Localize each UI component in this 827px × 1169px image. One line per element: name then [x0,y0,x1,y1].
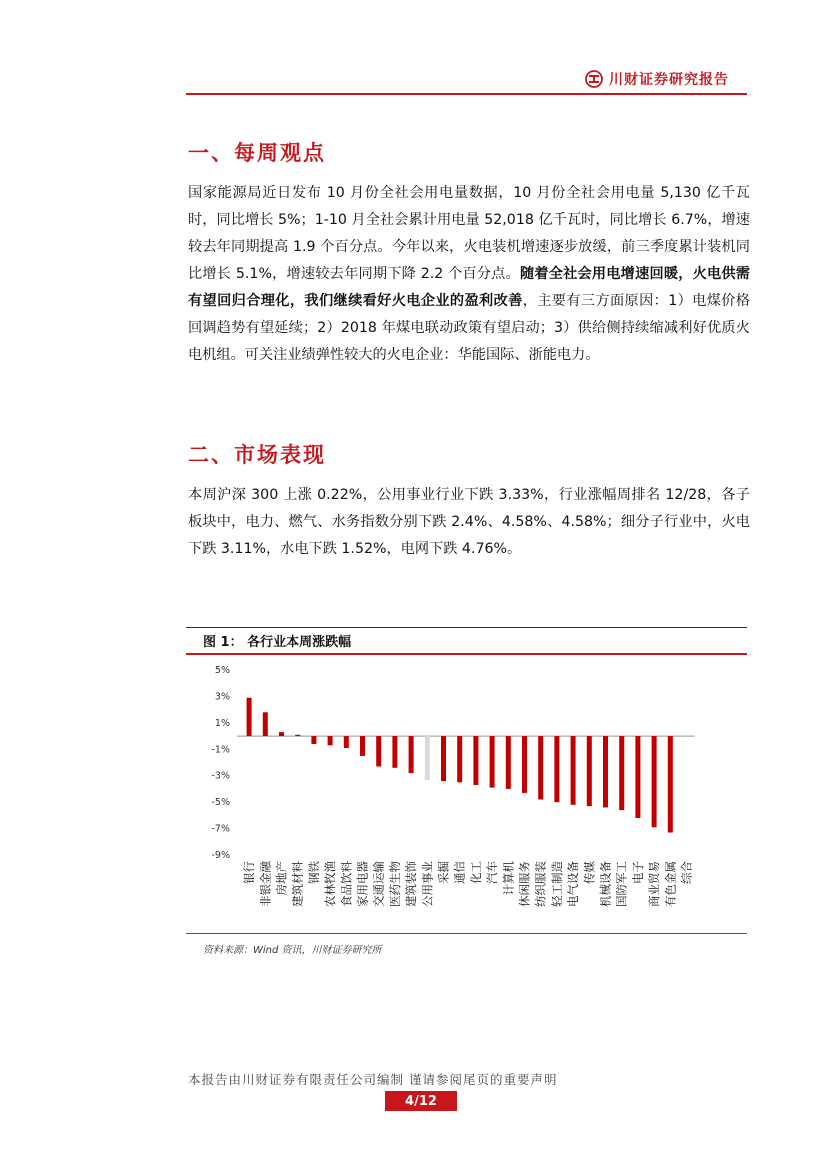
y-axis [212,665,231,861]
figure-top-rule [186,627,747,628]
category-label: 家用电器 [355,861,370,907]
y-tick-label: -1% [211,744,230,756]
bar-非银金融 [263,712,268,736]
bar-电子 [635,736,640,818]
bar-银行 [247,698,252,736]
category-label: 有色金属 [663,861,678,907]
category-label: 电子 [630,861,645,884]
bar-食品饮料 [344,736,349,748]
category-label: 交通运输 [371,861,386,907]
header-divider [186,93,747,95]
figure-title: 图 1： 各行业本周涨跌幅 [203,635,352,650]
bars-group [247,698,673,833]
category-label: 农林牧渔 [323,861,338,907]
y-tick-label: 5% [214,665,230,676]
category-label: 非银金融 [258,861,273,907]
category-labels [242,861,693,907]
bar-化工 [473,736,478,785]
paragraph-text: 国家能源局近日发布 10 月份全社会用电量数据，10 月份全社会用电量 5,130 亿千瓦时，同比增长 5%；1-10 月全社会累计用电量 52,018 亿千瓦时，同比增长 6.7%，增速较去年同期提高 1.9 个百分点。今年以来，火电装机增速逐步放缓，前三季度累计装机同比增长 5.1%，增速较去年同期下降 2.2 个百分点。 [188,185,750,282]
brand-logo-icon [585,70,603,88]
category-label: 汽车 [485,861,500,884]
category-label: 综合 [679,861,694,884]
footer-disclaimer: 本报告由川财证券有限责任公司编制 谨请参阅尾页的重要声明 [188,1072,558,1087]
paragraph-text-continued: ，主要有三方面原因：1）电煤价格回调趋势有望延续；2）2018 年煤电联动政策有望启动；3）供给侧持续缩减利好优质火电机组。可关注业绩弹性较大的火电企业：华能国际、浙能电力。 [188,293,750,363]
section-title-market: 二、市场表现 [188,443,326,467]
bar-纺织服装 [538,736,543,799]
category-label: 建筑材料 [290,861,305,907]
bar-传媒 [587,736,592,806]
bar-农林牧渔 [328,736,333,745]
bar-休闲服务 [522,736,527,793]
category-label: 化工 [468,861,483,884]
category-label: 国防军工 [614,861,629,907]
bar-钢铁 [311,736,316,744]
bar-商业贸易 [652,736,657,827]
y-tick-label: 1% [214,717,230,729]
section-weekly-view-paragraph [188,180,750,369]
brand [585,69,729,89]
bar-交通运输 [376,736,381,766]
bar-建筑材料 [295,735,300,736]
bar-通信 [457,736,462,782]
category-label: 银行 [242,861,257,884]
bar-有色金属 [668,736,673,832]
category-label: 公用事业 [420,861,435,907]
bar-汽车 [490,736,495,788]
page-number: 4/12 [385,1091,457,1111]
figure-title-rule [186,653,747,655]
brand-name: 川财证券研究报告 [609,72,729,88]
category-label: 医药生物 [387,861,402,907]
industry-change-chart [186,658,747,930]
category-label: 纺织服装 [533,861,548,907]
bar-公用事业 [425,736,430,780]
bar-房地产 [279,732,284,736]
bar-采掘 [441,736,446,781]
bar-机械设备 [603,736,608,807]
y-tick-label: -5% [211,797,230,809]
category-label: 机械设备 [598,861,613,907]
bar-轻工制造 [554,736,559,802]
bar-家用电器 [360,736,365,756]
category-label: 房地产 [274,861,289,896]
category-label: 轻工制造 [549,861,564,907]
bar-国防军工 [619,736,624,810]
category-label: 采掘 [436,861,451,884]
category-label: 商业贸易 [647,861,662,907]
category-label: 电气设备 [566,861,581,907]
section-title-weekly-view: 一、每周观点 [188,141,326,165]
y-tick-label: -3% [211,770,230,782]
paragraph-bold-text: 随着全社会用电增速回暖，火电供需有望回归合理化，我们继续看好火电企业的盈利改善 [188,266,750,309]
y-tick-label: 3% [214,691,230,703]
bar-建筑装饰 [409,736,414,773]
figure-source: 资料来源：Wind 资讯，川财证券研究所 [203,945,382,956]
category-label: 传媒 [582,861,597,884]
category-label: 计算机 [501,861,516,896]
category-label: 休闲服务 [517,861,532,907]
category-label: 食品饮料 [339,861,354,907]
category-label: 通信 [452,861,467,884]
y-tick-label: -9% [211,850,230,861]
section-market-paragraph: 本周沪深 300 上涨 0.22%，公用事业行业下跌 3.33%，行业涨幅周排名 12/28，各子板块中，电力、燃气、水务指数分别下跌 2.4%、4.58%、4.58%；细分子行业中，火电下跌 3.11%，水电下跌 1.52%，电网下跌 4.76%。 [188,487,750,557]
category-label: 建筑装饰 [404,861,419,907]
bar-医药生物 [392,736,397,768]
bar-计算机 [506,736,511,789]
figure-bottom-rule [186,933,747,934]
category-label: 钢铁 [306,861,321,884]
bar-电气设备 [571,736,576,805]
y-tick-label: -7% [211,823,230,835]
